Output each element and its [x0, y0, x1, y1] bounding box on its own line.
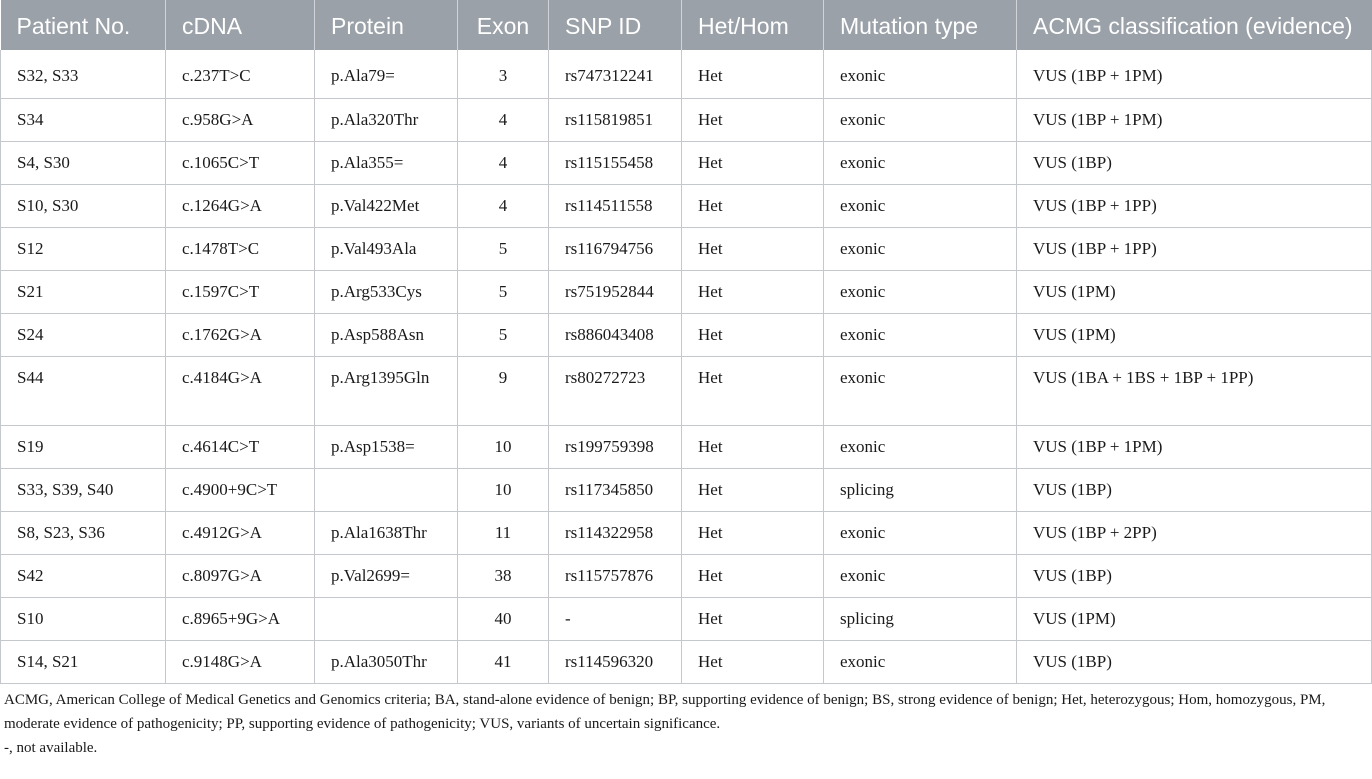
cell-protein: p.Ala3050Thr: [315, 640, 458, 683]
table-body: [1, 50, 1372, 683]
cell-protein: [315, 468, 458, 511]
cell-acmg-classification: VUS (1PM): [1017, 270, 1372, 313]
cell-het-hom: Het: [682, 640, 824, 683]
cell-mutation-type: exonic: [824, 50, 1017, 98]
cell-het-hom: Het: [682, 468, 824, 511]
cell-patient-no: S33, S39, S40: [1, 468, 166, 511]
cell-protein: p.Ala1638Thr: [315, 511, 458, 554]
cell-exon: 4: [458, 98, 549, 141]
table-row: [1, 270, 1372, 313]
cell-exon: 10: [458, 425, 549, 468]
cell-patient-no: S24: [1, 313, 166, 356]
cell-snp-id: rs114322958: [549, 511, 682, 554]
cell-patient-no: S21: [1, 270, 166, 313]
cell-exon: 5: [458, 313, 549, 356]
cell-protein: p.Val422Met: [315, 184, 458, 227]
cell-protein: p.Ala320Thr: [315, 98, 458, 141]
cell-het-hom: Het: [682, 425, 824, 468]
table-header: [1, 0, 1372, 50]
cell-patient-no: S12: [1, 227, 166, 270]
cell-snp-id: rs751952844: [549, 270, 682, 313]
cell-het-hom: Het: [682, 313, 824, 356]
cell-protein: p.Val2699=: [315, 554, 458, 597]
cell-exon: 4: [458, 141, 549, 184]
cell-exon: 10: [458, 468, 549, 511]
cell-acmg-classification: VUS (1BP): [1017, 141, 1372, 184]
cell-patient-no: S19: [1, 425, 166, 468]
cell-patient-no: S14, S21: [1, 640, 166, 683]
table-row: [1, 313, 1372, 356]
cell-cdna: c.1478T>C: [166, 227, 315, 270]
table-row: [1, 554, 1372, 597]
cell-protein: p.Val493Ala: [315, 227, 458, 270]
cell-cdna: c.1762G>A: [166, 313, 315, 356]
cell-het-hom: Het: [682, 511, 824, 554]
table-row: [1, 640, 1372, 683]
cell-cdna: c.1264G>A: [166, 184, 315, 227]
cell-protein: p.Asp1538=: [315, 425, 458, 468]
cell-mutation-type: exonic: [824, 98, 1017, 141]
table-row: [1, 356, 1372, 425]
cell-het-hom: Het: [682, 98, 824, 141]
table-row: [1, 425, 1372, 468]
cell-acmg-classification: VUS (1BP): [1017, 468, 1372, 511]
header-mutation-type: Mutation type: [824, 0, 1017, 50]
cell-het-hom: Het: [682, 227, 824, 270]
cell-snp-id: rs114511558: [549, 184, 682, 227]
header-acmg-classification: ACMG classification (evidence): [1017, 0, 1372, 50]
header-cdna: cDNA: [166, 0, 315, 50]
cell-cdna: c.237T>C: [166, 50, 315, 98]
cell-mutation-type: exonic: [824, 227, 1017, 270]
cell-cdna: c.1597C>T: [166, 270, 315, 313]
table-row: [1, 141, 1372, 184]
cell-mutation-type: exonic: [824, 554, 1017, 597]
table-row: [1, 468, 1372, 511]
table-footnote: [0, 684, 1372, 760]
cell-acmg-classification: VUS (1BP + 1PM): [1017, 425, 1372, 468]
cell-het-hom: Het: [682, 141, 824, 184]
header-exon: Exon: [458, 0, 549, 50]
cell-cdna: c.8097G>A: [166, 554, 315, 597]
cell-acmg-classification: VUS (1BP): [1017, 554, 1372, 597]
header-protein: Protein: [315, 0, 458, 50]
cell-mutation-type: exonic: [824, 141, 1017, 184]
cell-snp-id: rs199759398: [549, 425, 682, 468]
cell-cdna: c.8965+9G>A: [166, 597, 315, 640]
cell-het-hom: Het: [682, 270, 824, 313]
cell-snp-id: rs886043408: [549, 313, 682, 356]
cell-mutation-type: exonic: [824, 270, 1017, 313]
cell-mutation-type: exonic: [824, 425, 1017, 468]
footnote-not-available: -, not available.: [4, 739, 98, 756]
cell-patient-no: S8, S23, S36: [1, 511, 166, 554]
cell-exon: 9: [458, 356, 549, 425]
cell-snp-id: rs115819851: [549, 98, 682, 141]
cell-acmg-classification: VUS (1BP + 1PM): [1017, 50, 1372, 98]
cell-snp-id: rs747312241: [549, 50, 682, 98]
cell-cdna: c.4614C>T: [166, 425, 315, 468]
cell-cdna: c.958G>A: [166, 98, 315, 141]
cell-mutation-type: exonic: [824, 511, 1017, 554]
table-row: [1, 227, 1372, 270]
cell-patient-no: S34: [1, 98, 166, 141]
cell-exon: 40: [458, 597, 549, 640]
cell-protein: p.Arg1395Gln: [315, 356, 458, 425]
cell-cdna: c.4184G>A: [166, 356, 315, 425]
cell-cdna: c.9148G>A: [166, 640, 315, 683]
cell-acmg-classification: VUS (1BP + 1PP): [1017, 227, 1372, 270]
cell-exon: 4: [458, 184, 549, 227]
table-row: [1, 184, 1372, 227]
cell-acmg-classification: VUS (1PM): [1017, 313, 1372, 356]
cell-exon: 38: [458, 554, 549, 597]
cell-exon: 5: [458, 227, 549, 270]
table-row: [1, 98, 1372, 141]
cell-acmg-classification: VUS (1BA + 1BS + 1BP + 1PP): [1017, 356, 1372, 425]
cell-protein: p.Ala355=: [315, 141, 458, 184]
cell-patient-no: S10, S30: [1, 184, 166, 227]
cell-het-hom: Het: [682, 554, 824, 597]
cell-snp-id: rs114596320: [549, 640, 682, 683]
cell-patient-no: S4, S30: [1, 141, 166, 184]
cell-exon: 41: [458, 640, 549, 683]
cell-mutation-type: exonic: [824, 640, 1017, 683]
cell-cdna: c.1065C>T: [166, 141, 315, 184]
header-row: [1, 0, 1372, 50]
header-snp-id: SNP ID: [549, 0, 682, 50]
cell-acmg-classification: VUS (1BP + 1PP): [1017, 184, 1372, 227]
cell-cdna: c.4900+9C>T: [166, 468, 315, 511]
header-het-hom: Het/Hom: [682, 0, 824, 50]
cell-patient-no: S44: [1, 356, 166, 425]
cell-snp-id: rs80272723: [549, 356, 682, 425]
cell-mutation-type: exonic: [824, 356, 1017, 425]
cell-snp-id: rs115757876: [549, 554, 682, 597]
cell-acmg-classification: VUS (1PM): [1017, 597, 1372, 640]
table-row: [1, 597, 1372, 640]
cell-het-hom: Het: [682, 597, 824, 640]
cell-het-hom: Het: [682, 356, 824, 425]
cell-exon: 11: [458, 511, 549, 554]
table-row: [1, 511, 1372, 554]
cell-exon: 5: [458, 270, 549, 313]
header-patient-no: Patient No.: [16, 13, 131, 39]
cell-het-hom: Het: [682, 184, 824, 227]
cell-patient-no: S32, S33: [1, 50, 166, 98]
cell-protein: p.Ala79=: [315, 50, 458, 98]
cell-cdna: c.4912G>A: [166, 511, 315, 554]
cell-protein: p.Arg533Cys: [315, 270, 458, 313]
cell-mutation-type: exonic: [824, 313, 1017, 356]
cell-snp-id: rs115155458: [549, 141, 682, 184]
cell-patient-no: S42: [1, 554, 166, 597]
cell-mutation-type: splicing: [824, 597, 1017, 640]
cell-acmg-classification: VUS (1BP + 2PP): [1017, 511, 1372, 554]
cell-protein: [315, 597, 458, 640]
cell-mutation-type: exonic: [824, 184, 1017, 227]
cell-mutation-type: splicing: [824, 468, 1017, 511]
cell-acmg-classification: VUS (1BP): [1017, 640, 1372, 683]
footnote-abbreviations: ACMG, American College of Medical Genetics and Genomics criteria; BA, stand-alone evidence of benign; BP, supporting evidence of benign; BS, strong evidence of benign; Het, heterozygous; Hom, homozygous, PM, moderate evidence of pathogenicity; PP, supporting evidence of pathogenicity; VUS, variants of uncertain significance.: [4, 691, 1326, 732]
cell-snp-id: rs116794756: [549, 227, 682, 270]
cell-snp-id: -: [549, 597, 682, 640]
table-row: [1, 50, 1372, 98]
cell-het-hom: Het: [682, 50, 824, 98]
cell-snp-id: rs117345850: [549, 468, 682, 511]
cell-protein: p.Asp588Asn: [315, 313, 458, 356]
cell-acmg-classification: VUS (1BP + 1PM): [1017, 98, 1372, 141]
cell-exon: 3: [458, 50, 549, 98]
cell-patient-no: S10: [1, 597, 166, 640]
